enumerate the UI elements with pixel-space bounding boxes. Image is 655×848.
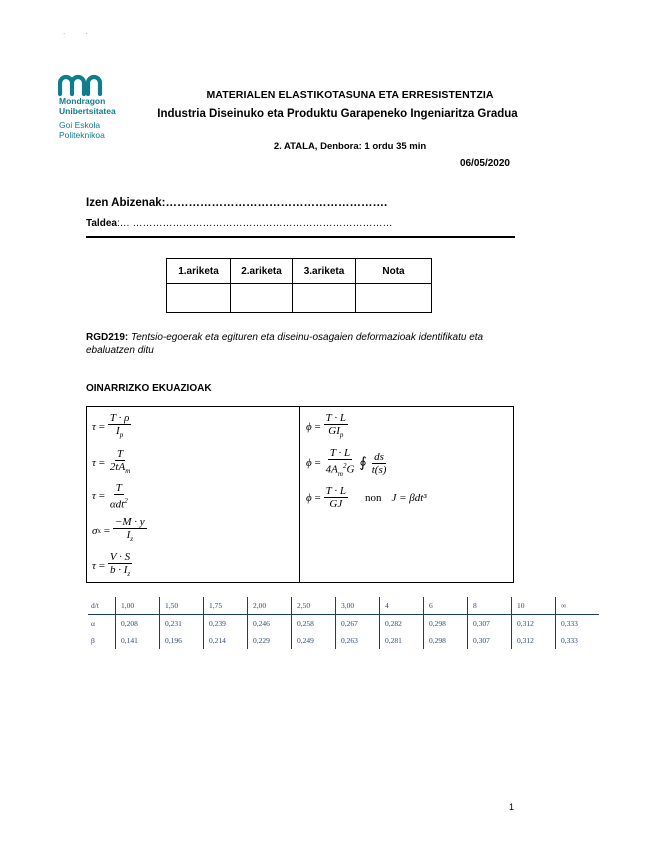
table-cell: 0,333: [561, 636, 578, 645]
table-cell: 0,246: [248, 615, 292, 633]
table-cell: 0,196: [160, 632, 204, 649]
exam-part: 2. ATALA, Denbora: 1 ordu 35 min: [273, 141, 427, 152]
table-cell: 0,298: [424, 632, 468, 649]
logo-line-2: Unibertsitatea: [59, 106, 116, 116]
score-header-3: 3.ariketa: [293, 259, 356, 284]
group-field[interactable]: [86, 218, 393, 229]
page-number: 1: [509, 802, 515, 812]
score-header-2: 2.ariketa: [231, 259, 293, 284]
equations-divider: [299, 406, 300, 583]
eq-torsion-shear: τ = $\frac{T \cdot \rho}{I_p}$: [92, 412, 130, 440]
subject-title: MATERIALEN ELASTIKOTASUNA ETA ERRESISTENTZIA: [206, 89, 494, 101]
table-cell: 0,263: [336, 632, 380, 649]
table-cell: 0,312: [512, 632, 556, 649]
group-label: Taldea: [86, 218, 117, 229]
rgd-code: RGD219:: [86, 332, 129, 343]
score-cell-1[interactable]: [167, 284, 231, 313]
learning-outcome: [86, 331, 526, 357]
non-label: non: [364, 491, 382, 504]
rgd-text: Tentsio-egoerak eta egituren eta diseinu-osagaien deformazioak identifikatu eta ebaluatzen ditu: [86, 332, 484, 356]
name-label: Izen Abizenak:: [86, 197, 166, 209]
name-dots: ………………………………………………….: [165, 197, 388, 209]
table-cell: 1,75: [204, 597, 248, 615]
table-cell: 4: [380, 597, 424, 615]
table-cell: 1,00: [116, 597, 160, 615]
score-cell-2[interactable]: [231, 284, 293, 313]
logo-line-1: Mondragon: [59, 96, 106, 106]
table-cell: 10: [512, 597, 556, 615]
table-cell: 0,281: [380, 632, 424, 649]
table-cell: 0,267: [336, 615, 380, 633]
name-field[interactable]: [86, 197, 387, 209]
row-label: d/t: [88, 597, 116, 615]
torsion-coefficients-table: [88, 597, 599, 649]
table-cell: 0,282: [380, 615, 424, 633]
logo-line-4: Politeknikoa: [59, 130, 105, 140]
table-cell: 0,214: [204, 632, 248, 649]
score-cell-nota[interactable]: [356, 284, 432, 313]
eq-bending-stress: σ x = $\frac{-M \cdot y}{I_z}$: [92, 516, 145, 544]
exam-date: 06/05/2020: [459, 158, 510, 169]
table-cell: 0,229: [248, 632, 292, 649]
mondragon-logo-icon: [58, 74, 106, 96]
logo-text: [59, 96, 116, 140]
score-table: [166, 258, 432, 313]
eq-rect-shear: τ = $\frac{T}{\alpha dt^2}$: [92, 482, 128, 511]
table-cell: 0,312: [512, 615, 556, 633]
header-divider: [86, 236, 515, 238]
table-row: [88, 597, 599, 615]
eq-twist-angle-circular: ϕ = $\frac{T \cdot L}{GI_p}$: [306, 412, 346, 440]
eq-twist-angle-thin-wall: ϕ = $\frac{T \cdot L}{4A_m^2G}$ ∮ $\frac{ds}{t(s)}$: [306, 447, 387, 478]
score-cell-3[interactable]: [293, 284, 356, 313]
table-cell: ∞: [556, 597, 600, 615]
score-header-1: 1.ariketa: [167, 259, 231, 284]
eq-twist-angle-rect: ϕ = $\frac{T \cdot L}{GJ}$ non J = βdt³: [306, 485, 427, 510]
table-cell: 0,208: [116, 615, 160, 633]
table-row: [88, 615, 599, 633]
score-header-nota: Nota: [356, 259, 432, 284]
table-cell: 6: [424, 597, 468, 615]
table-cell: 0,258: [292, 615, 336, 633]
equations-title: OINARRIZKO EKUAZIOAK: [86, 383, 212, 394]
table-cell: 0,333: [561, 619, 578, 628]
table-cell: 0,307: [468, 615, 512, 633]
row-label: α: [88, 615, 116, 633]
stray-marks: . .: [63, 27, 97, 36]
table-cell: 2,00: [248, 597, 292, 615]
table-cell: 1,50: [160, 597, 204, 615]
table-cell: 0,307: [468, 632, 512, 649]
table-cell: 0,239: [204, 615, 248, 633]
table-cell: 0,231: [160, 615, 204, 633]
table-cell: 0,141: [116, 632, 160, 649]
j-definition: J = βdt³: [391, 491, 427, 504]
equations-box: [86, 406, 514, 583]
table-cell: 8: [468, 597, 512, 615]
table-cell: 3,00: [336, 597, 380, 615]
table-cell: 0,298: [424, 615, 468, 633]
row-label: β: [88, 632, 116, 649]
table-cell: 2,50: [292, 597, 336, 615]
table-cell: 0,249: [292, 632, 336, 649]
table-row: [88, 632, 599, 649]
eq-thin-wall-shear: τ = $\frac{T}{2tA_m}$: [92, 448, 131, 476]
degree-title: Industria Diseinuko eta Produktu Garapeneko Ingeniaritza Gradua: [157, 108, 518, 120]
group-dots: :… ……………………………………………………………………: [116, 218, 393, 229]
logo-line-3: Goi Eskola: [59, 120, 101, 130]
eq-transverse-shear: τ = $\frac{V \cdot S}{b \cdot I_z}$: [92, 551, 131, 579]
